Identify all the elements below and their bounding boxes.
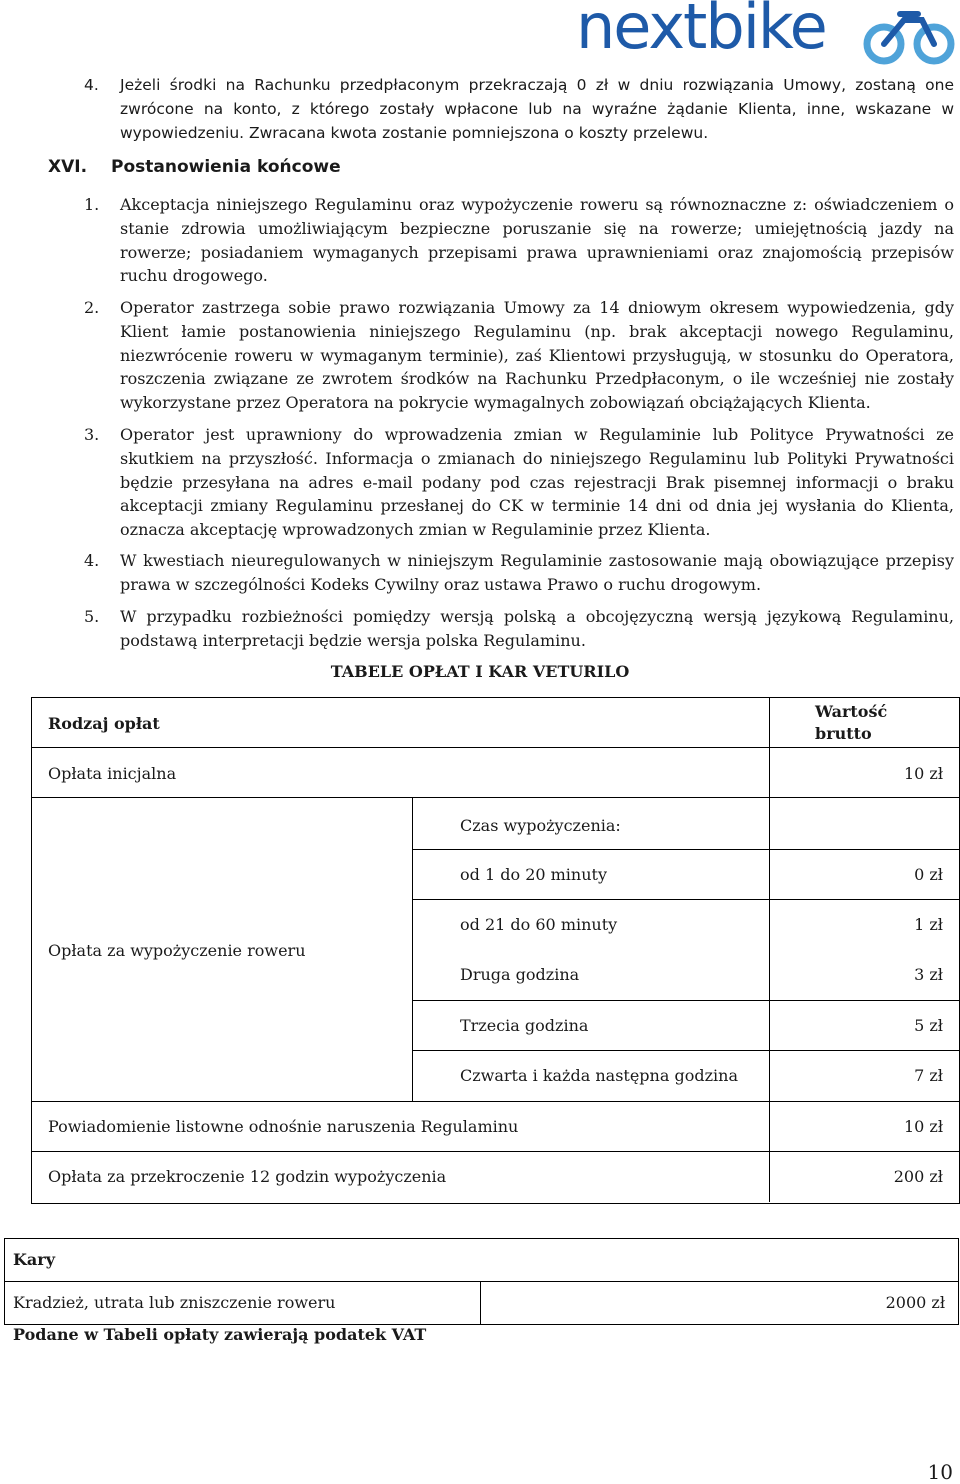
period-label: Trzecia godzina	[460, 1016, 589, 1035]
list-item	[84, 605, 954, 653]
fee-value: 10 zł	[903, 764, 943, 783]
item-text: Akceptacja niniejszego Regulaminu oraz wypożyczenie roweru są równoznaczne z: oświadczeniem o stanie zdrowia umożliwiającym bezpieczne poruszanie się na rowerze; umiejętnością jazdy na rowerze; posiadaniem wymaganych przepisami prawa uprawnieniami oraz znajomością przepisów ruchu drogowego.	[120, 195, 954, 286]
section-number: XVI.	[48, 157, 88, 177]
fee-label: Powiadomienie listowne odnośnie naruszenia Regulaminu	[48, 1117, 519, 1136]
fee-label: Opłata inicjalna	[48, 764, 177, 783]
fee-label: Opłata za wypożyczenie roweru	[48, 941, 306, 960]
fee-value: 7 zł	[914, 1066, 943, 1085]
item-text: W kwestiach nieuregulowanych w niniejszym Regulaminie zastosowanie mają obowiązujące przepisy prawa w szczególności Kodeks Cywilny oraz ustawa Prawo o ruchu drogowym.	[120, 551, 954, 594]
table-divider	[31, 797, 959, 798]
item-number: 4.	[84, 76, 99, 94]
fee-value: 200 zł	[893, 1167, 943, 1186]
item-number: 5.	[84, 607, 100, 626]
table-title: TABELE OPŁAT I KAR VETURILO	[330, 662, 630, 681]
table-divider	[412, 899, 959, 900]
item-number: 3.	[84, 425, 100, 444]
fee-value: 3 zł	[914, 965, 943, 984]
table-divider	[769, 697, 770, 1202]
period-label: od 1 do 20 minuty	[460, 865, 607, 884]
nextbike-logo	[576, 2, 956, 66]
fee-value: 0 zł	[914, 865, 943, 884]
section-title	[48, 157, 341, 177]
vat-note: Podane w Tabeli opłaty zawierają podatek VAT	[13, 1325, 427, 1344]
logo-text: nextbike	[576, 0, 826, 63]
list-item	[84, 296, 954, 415]
column-header-type: Rodzaj opłat	[48, 714, 160, 733]
item-number: 4.	[84, 551, 100, 570]
table-divider	[480, 1281, 481, 1324]
item-text: W przypadku rozbieżności pomiędzy wersją polską a obcojęzyczną wersją językową Regulaminu, podstawą interpretacji będzie wersja polska Regulaminu.	[120, 607, 954, 650]
item-number: 1.	[84, 195, 100, 214]
table-divider	[412, 849, 959, 850]
fee-value: 10 zł	[903, 1117, 943, 1136]
penalties-header: Kary	[13, 1250, 55, 1269]
period-label: od 21 do 60 minuty	[460, 915, 618, 934]
table-divider	[412, 1000, 959, 1001]
bicycle-icon	[862, 8, 956, 66]
item-text: Operator jest uprawniony do wprowadzenia zmian w Regulaminie lub Polityce Prywatności ze skutkiem na przyszłość. Informacja o zmianach do niniejszego Regulaminu lub Polityki Prywatności będzie przesyłana na adres e-mail podany pod czas rejestracji Brak pisemnej informacji o braku akceptacji zmiany Regulaminu przesłanej do CK w terminie 14 dni od dnia jej wysłania do Klienta, oznacza akceptację wprowadzonych zmian w Regulaminie przez Klienta.	[120, 425, 954, 540]
table-divider	[412, 797, 413, 1101]
table-divider	[31, 1151, 959, 1152]
penalty-value: 2000 zł	[885, 1293, 945, 1312]
period-label: Druga godzina	[460, 965, 580, 984]
period-header: Czas wypożyczenia:	[460, 816, 621, 835]
list-item	[84, 549, 954, 597]
item-text: Jeżeli środki na Rachunku przedpłaconym przekraczają 0 zł w dniu rozwiązania Umowy, zostaną one zwrócone na konto, z którego zostały wpłacone lub na wyraźne żądanie Klienta, inne, wskazane w wypowiedzeniu. Zwracana kwota zostanie pomniejszona o koszty przelewu.	[120, 76, 954, 142]
item-number: 2.	[84, 298, 100, 317]
list-item	[84, 74, 954, 145]
table-divider	[4, 1281, 958, 1282]
page-number: 10	[927, 1460, 953, 1484]
list-item	[84, 423, 954, 542]
item-text: Operator zastrzega sobie prawo rozwiązania Umowy za 14 dniowym okresem wypowiedzenia, gdy Klient łamie postanowienia niniejszego Regulaminu (np. brak akceptacji nowego Regulaminu, niezwrócenie roweru w wymaganym terminie), zaś Klientowi przysługują, w stosunku do Operatora, roszczenia związane ze zwrotem środków na Rachunku Przedpłaconym, o ile wcześniej nie zostały wykorzystane przez Operatora na pokrycie wymagalnych zobowiązań obciążających Klienta.	[120, 298, 954, 413]
fee-value: 1 zł	[914, 915, 943, 934]
table-divider	[31, 747, 959, 748]
section-heading: Postanowienia końcowe	[111, 157, 341, 177]
list-item	[84, 193, 954, 288]
penalty-label: Kradzież, utrata lub zniszczenie roweru	[13, 1293, 336, 1312]
period-label: Czwarta i każda następna godzina	[460, 1066, 738, 1085]
table-divider	[31, 1101, 959, 1102]
table-divider	[412, 1050, 959, 1051]
column-header-value: Wartość brutto	[815, 702, 888, 743]
fee-label: Opłata za przekroczenie 12 godzin wypożyczenia	[48, 1167, 447, 1186]
fee-value: 5 zł	[914, 1016, 943, 1035]
